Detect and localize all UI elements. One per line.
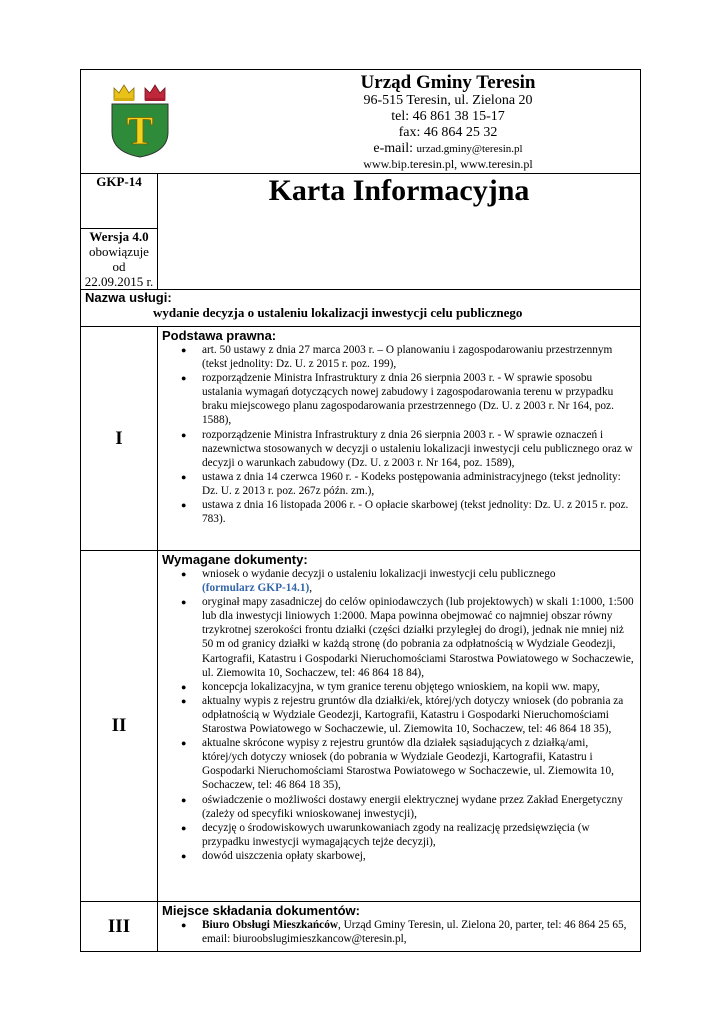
bullet-icon: ● [181,794,187,805]
submission-place-list [158,918,640,946]
document-page [80,69,641,952]
list-item: ● Biuro Obsługi Mieszkańców, Urząd Gminy Teresin, ul. Zielona 20, parter, tel: 46 864 25 65, email: biuroobslugimieszkancow@teresin.pl, [181,919,627,946]
info-card-table [80,69,641,952]
card-title: Karta Informacyjna [158,174,641,290]
bullet-icon: ● [181,850,187,861]
logo-letter: T [126,108,154,153]
list-item: ● wniosek o wydanie decyzji o ustaleniu lokalizacji inwestycji celu publicznego (formularz GKP-14.1), [181,568,556,595]
section-number: III [81,902,158,952]
section-heading: Miejsce składania dokumentów: [162,903,360,918]
version-cell [81,229,158,290]
valid-from-label: obowiązuje od [89,244,149,274]
bullet-icon: ● [181,471,187,482]
office-fax: fax: 46 864 25 32 [398,125,498,140]
bullet-icon: ● [181,822,187,833]
list-item: ● aktualny wypis z rejestru gruntów dla działki/ek, której/ych dotyczy wniosek (do pobrania za odpłatnością w Wydziale Geodezji, Kartografii, Katastru i Gospodarki Nieruchomościami Starostwa Powiatowego w Sochaczewie, ul. Ziemowita 10, Sochaczew, tel: 46 864 18 35), [181,694,624,736]
bullet-icon: ● [181,597,187,608]
bullet-icon: ● [181,373,187,384]
list-item: ● ustawa z dnia 16 listopada 2006 r. - O opłacie skarbowej (tekst jednolity: Dz. U. z 2015 r. poz. 783). [181,499,629,526]
bullet-icon: ● [181,920,187,930]
office-name: Urząd Gminy Teresin [360,72,536,93]
bullet-icon: ● [181,738,187,749]
valid-from-date: 22.09.2015 r. [84,274,154,289]
office-email [261,141,635,157]
email-link[interactable]: urzad.gminy@teresin.pl [416,143,523,155]
section-heading: Wymagane dokumenty: [162,552,308,567]
bullet-icon: ● [181,569,187,579]
form-link[interactable]: (formularz GKP-14.1) [202,582,310,595]
section-row [81,551,641,902]
section-heading: Podstawa prawna: [162,328,277,343]
list-item: ● art. 50 ustawy z dnia 27 marca 2003 r. – O planowaniu i zagospodarowaniu przestrzennym (tekst jednolity: Dz. U. z 2015 r. poz. 199), [181,344,613,371]
list-item: ● dowód uiszczenia opłaty skarbowej, [181,849,366,862]
code-row [81,174,641,229]
version-label: Wersja 4.0 [89,229,149,244]
list-item: ● oryginał mapy zasadniczej do celów opiniodawczych (lub projektowych) w skali 1:1000, 1:500 lub dla inwestycji liniowych 1:2000. Mapa powinna obejmować co najmniej obszar równy trzykrotnej szerokości frontu działki (części działki przyległej do drogi), jednak nie mniej niż 50 m od granicy działki w każdą stronę (do pobrania za odpłatnością w Wydziale Geodezji, Kartografii, Katastru i Gospodarki Nieruchomościami Starostwa Powiatowego w Sochaczewie, ul. Ziemowita 10, Sochaczew, tel: 46 864 18 84), [181,596,634,679]
office-tel: tel: 46 861 38 15-17 [391,109,505,124]
office-address: 96-515 Teresin, ul. Zielona 20 [363,93,533,108]
email-label: e-mail: [373,141,417,156]
service-row [81,290,641,327]
crown-right-icon [145,85,165,101]
required-documents-list [158,567,640,863]
header-row [81,70,641,174]
section-number: I [81,327,158,551]
section-number: II [81,551,158,902]
legal-basis-list [158,343,640,526]
bullet-icon: ● [181,500,187,511]
list-item: ● rozporządzenie Ministra Infrastruktury z dnia 26 sierpnia 2003 r. - W sprawie oznaczeń i nazewnictwa stosowanych w decyzji o ustaleniu lokalizacji inwestycji celu publicznego oraz w decyzji o warunkach zabudowy (Dz. U. z 2003 r. Nr 164, poz. 1589), [181,428,633,469]
list-item: ● aktualne skrócone wypisy z rejestru gruntów dla działek sąsiadujących z działką/ami, której/ych dotyczy wniosek (do pobrania w Wydziale Geodezji, Kartografii, Katastru i Gospodarki Nieruchomościami Starostwa Powiatowego w Sochaczewie, ul. Ziemowita 10, Sochaczew, tel: 46 864 18 35), [181,737,614,792]
office-www[interactable]: www.bip.teresin.pl, www.teresin.pl [363,157,533,171]
crown-left-icon [114,85,134,101]
list-item: ● rozporządzenie Ministra Infrastruktury z dnia 26 sierpnia 2003 r. - W sprawie sposobu ustalania wymagań dotyczących nowej zabudowy i zagospodarowania terenu w przypadku braku miejscowego planu zagospodarowania przestrzennego (Dz. U. z 2003 r. Nr 164, poz. 1588), [181,372,614,427]
bullet-icon: ● [181,429,187,440]
card-code: GKP-14 [81,174,158,229]
coat-of-arms-logo [109,80,171,158]
bullet-icon: ● [181,681,187,692]
bullet-icon: ● [181,345,187,355]
list-item: ● oświadczenie o możliwości dostawy energii elektrycznej wydane przez Zakład Energetyczny (zależy od specyfiki wnioskowanej inwestycji), [181,793,623,820]
section-row [81,902,641,952]
bullet-icon: ● [181,695,187,706]
list-item: ● decyzję o środowiskowych uwarunkowaniach zgody na realizację przedsięwzięcia (w przypadku inwestycji wymagających tejże decyzji), [181,821,590,848]
service-label: Nazwa usługi: [85,290,172,305]
service-value: wydanie decyzja o ustaleniu lokalizacji inwestycji celu publicznego [153,305,523,320]
list-item: ● koncepcja lokalizacyjna, w tym granice terenu objętego wnioskiem, na kopii ww. mapy, [181,680,600,693]
section-row [81,327,641,551]
list-item: ● ustawa z dnia 14 czerwca 1960 r. - Kodeks postępowania administracyjnego (tekst jednolity: Dz. U. z 2013 r. poz. 267z późn. zm.), [181,470,621,497]
